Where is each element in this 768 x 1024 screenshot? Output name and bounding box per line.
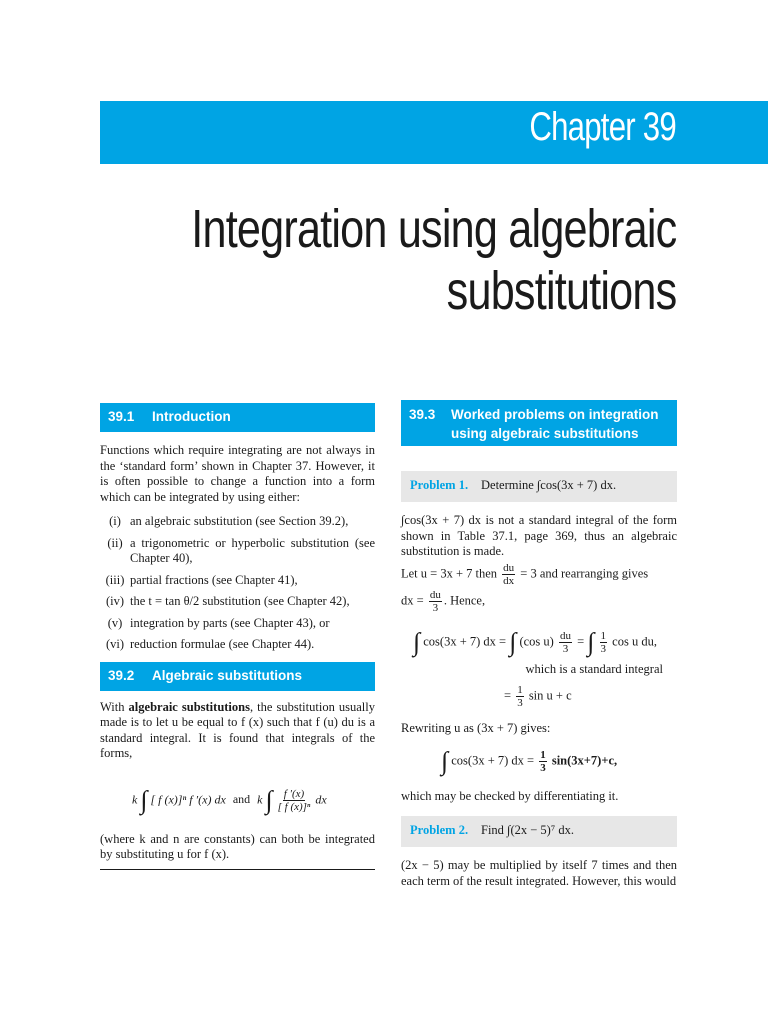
equation-2: [401, 681, 677, 713]
chapter-title-line2: substitutions: [446, 261, 676, 321]
fraction-numerator: 1: [600, 629, 607, 642]
section-heading-39-3: [401, 400, 677, 446]
eq3-left: cos(3x + 7) dx =: [451, 752, 535, 767]
section-title: Algebraic substitutions: [152, 667, 303, 683]
problem-label: Problem 2.: [410, 823, 469, 837]
problem-2-box: [401, 816, 677, 847]
eq2-pre: =: [504, 688, 512, 703]
fraction-denominator: 3: [432, 601, 439, 614]
list-text: integration by parts (see Chapter 43), or: [130, 615, 330, 630]
fraction-denominator: 3: [600, 642, 607, 655]
list-item: [100, 616, 375, 632]
section-number: 39.2: [108, 667, 135, 683]
list-item: [100, 536, 375, 567]
fraction-denominator: dx: [503, 574, 515, 587]
list-marker: (ii): [107, 535, 123, 550]
formula-part1: [ f (x)]ⁿ f ′(x) dx: [150, 791, 226, 806]
let-text-b: = 3 and rearranging gives: [520, 565, 649, 580]
eq2-fraction: [516, 684, 524, 709]
problem-1-paragraph: ∫cos(3x + 7) dx is not a standard integral of the form shown in Table 37.1, page 369, thus an algebraic substitution is made.: [401, 513, 677, 558]
bold-term: algebraic substitutions: [128, 699, 250, 714]
fraction-numerator: 1: [540, 748, 546, 761]
eq1-fraction: [559, 630, 572, 655]
problem-text: Find ∫(2x − 5)⁷ dx.: [481, 823, 574, 837]
integral-sign-icon: ∫: [509, 627, 517, 656]
integral-sign-icon: ∫: [587, 627, 595, 656]
eq1-left: cos(3x + 7) dx =: [423, 633, 507, 648]
list-item: [100, 637, 375, 653]
left-column: [100, 403, 375, 870]
fraction-denominator: 3: [562, 642, 569, 655]
fraction-denominator: 3: [540, 761, 546, 774]
let-line: [401, 562, 677, 587]
list-text: an algebraic substitution (see Section 39.2),: [130, 514, 349, 528]
chapter-title-line1: Integration using algebraic: [190, 199, 676, 259]
let-text-a: Let u = 3x + 7 then: [401, 565, 498, 580]
equation-3: [401, 745, 677, 781]
fraction-numerator: f ′(x): [283, 787, 305, 800]
problem-2-paragraph: (2x − 5) may be multiplied by itself 7 times and then each term of the result integrated. However, this would: [401, 858, 677, 888]
list-item: [100, 573, 375, 589]
list-text: reduction formulae (see Chapter 44).: [130, 637, 315, 651]
eq2-post: sin u + c: [528, 688, 572, 703]
integral-sign-icon: ∫: [441, 746, 449, 775]
problem-text: Determine ∫cos(3x + 7) dx.: [481, 478, 617, 492]
formula-fraction: [278, 788, 311, 813]
closing-paragraph: (where k and n are constants) can both be integrated by substituting u for f (x).: [100, 831, 375, 861]
fraction-numerator: du: [559, 629, 571, 642]
list-marker: (iv): [105, 594, 125, 608]
list-marker: (vi): [105, 637, 125, 651]
rewrite-line: Rewriting u as (3x + 7) gives:: [401, 721, 551, 735]
list-marker: (iii): [105, 572, 125, 587]
integral-forms-formula: [100, 778, 375, 826]
list-text: partial fractions (see Chapter 41),: [130, 572, 298, 587]
fraction-denominator: 3: [517, 697, 523, 709]
section-title: Worked problems on integration using algebraic substitutions: [451, 407, 659, 441]
formula-dx: dx: [315, 791, 327, 806]
eq1-mid: (cos u): [519, 633, 554, 648]
intro-paragraph: Functions which require integrating are not always in the ‘standard form’ shown in Chapter 37. However, it is often possible to change a function into a form which can be integrated by using either:: [100, 443, 375, 504]
formula-and: and: [232, 791, 251, 806]
list-item: [100, 514, 375, 530]
right-column: [401, 400, 677, 889]
list-text: the t = tan θ/2 substitution (see Chapter 42),: [130, 594, 350, 608]
section-heading-39-2: [100, 662, 375, 691]
list-text: a trigonometric or hyperbolic substitution (see Chapter 40),: [130, 535, 375, 565]
dx-fraction: [429, 589, 442, 614]
eq3-right: sin(3x+7)+c,: [551, 752, 618, 767]
column-divider: [100, 869, 375, 870]
dx-line: [401, 589, 677, 614]
integral-sign-icon: ∫: [265, 785, 273, 814]
method-list: [100, 514, 375, 653]
text-span: , the substitution usually made is to let u be equal to f (x) such that f (u) du is a standard integral. It is found that integrals of the forms,: [100, 699, 375, 760]
text-span: With: [100, 699, 129, 714]
section-title: Introduction: [152, 409, 231, 424]
integral-sign-icon: ∫: [140, 785, 148, 814]
fraction-numerator: du: [429, 588, 441, 601]
list-marker: (i): [109, 514, 121, 528]
equation-1: [401, 626, 677, 660]
eq3-fraction: [539, 749, 547, 774]
integral-sign-icon: ∫: [413, 627, 421, 656]
list-item: [100, 594, 375, 610]
section-number: 39.3: [409, 407, 436, 422]
section-heading-39-1: [100, 403, 375, 432]
formula-k2: k: [257, 791, 263, 806]
fraction-denominator: [ f (x)]ⁿ: [277, 800, 311, 813]
problem-label: Problem 1.: [410, 478, 469, 492]
check-line: which may be checked by differentiating it.: [401, 788, 619, 803]
formula-k1: k: [132, 791, 138, 806]
substitution-paragraph: [100, 700, 375, 762]
dx-text-b: . Hence,: [443, 592, 486, 607]
eq1-right: cos u du,: [612, 633, 657, 648]
chapter-label: Chapter 39: [529, 105, 676, 149]
let-fraction: [502, 562, 515, 587]
chapter-title: [191, 198, 676, 322]
eq1-fraction-third: [600, 630, 608, 655]
fraction-numerator: 1: [517, 684, 523, 696]
chapter-banner: [100, 101, 768, 164]
dx-text-a: dx =: [401, 592, 424, 607]
standard-integral-note: which is a standard integral: [525, 661, 663, 676]
eq1-equals: =: [577, 633, 585, 648]
fraction-numerator: du: [503, 561, 515, 574]
list-marker: (v): [107, 615, 123, 630]
problem-1-box: [401, 471, 677, 502]
section-number: 39.1: [108, 409, 135, 424]
